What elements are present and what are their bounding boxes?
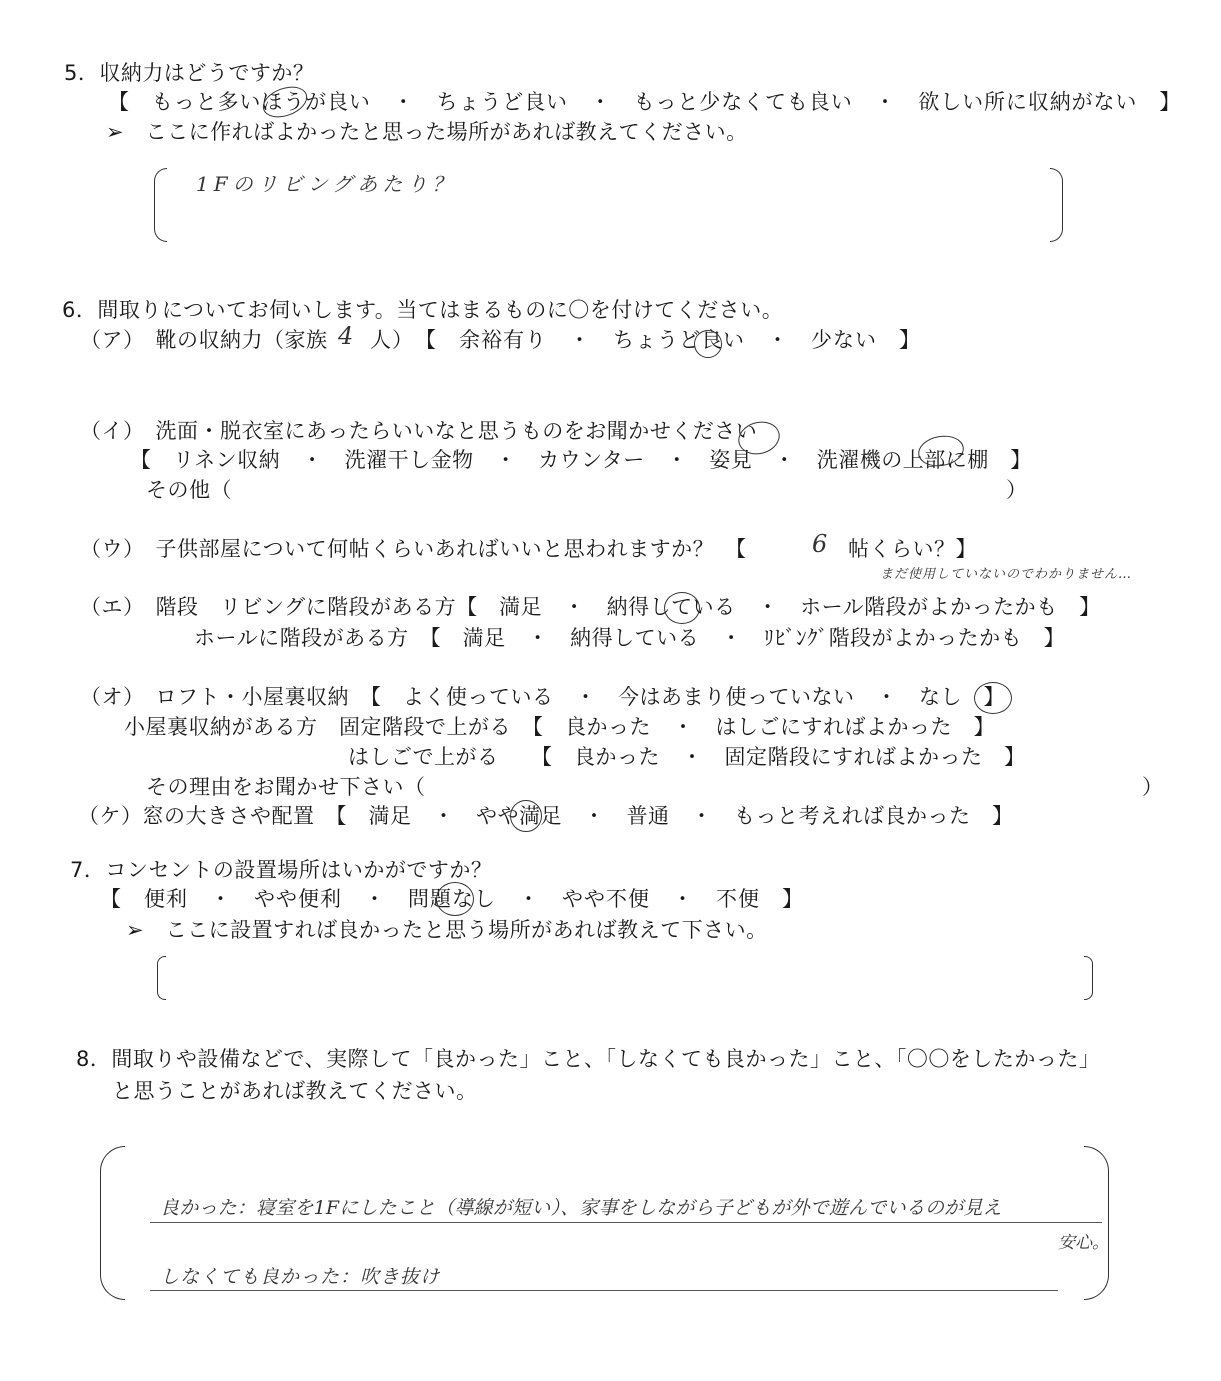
q6-a-family-count: 4: [338, 322, 354, 350]
q8-answer-line-1: [150, 1222, 1102, 1223]
q6-ke-label: （ケ）窓の大きさや配置 【 満足 ・ やや満足 ・ 普通 ・ もっと考えれば良かった 】: [78, 804, 1014, 828]
q6-a-label: （ア） 靴の収納力（家族: [80, 328, 328, 352]
q7-selected-circle: [436, 882, 474, 916]
q6-e-selected-circle: [664, 592, 700, 624]
q6-e-line2: ホールに階段がある方 【 満足 ・ 納得している ・ ﾘﾋﾞﾝｸﾞ階段がよかったかも 】: [194, 626, 1066, 650]
q6-u-label: （ウ） 子供部屋について何帖くらいあればいいと思われますか？ 【: [80, 537, 747, 561]
q8-handwritten-answer-2: しなくても良かった：吹き抜け: [160, 1266, 441, 1288]
q5-answer-bracket-left: [154, 168, 167, 242]
q6-o-line3: はしごで上がる 【 良かった ・ 固定階段にすればよかった 】: [348, 745, 1026, 769]
q8-title-line2: と思うことがあれば教えてください。: [112, 1079, 478, 1103]
q6-o-label: （オ） ロフト・小屋裏収納 【 よく使っている ・ 今はあまり使っていない ・ なし 】: [80, 685, 1005, 709]
q8-answer-line-2: [150, 1290, 1058, 1291]
q6-i-options: 【 リネン収納 ・ 洗濯干し金物 ・ カウンター ・ 姿見 ・ 洗濯機の上部に棚 】: [130, 448, 1032, 472]
q6-e-label: （エ） 階段 リビングに階段がある方【 満足 ・ 納得している ・ ホール階段がよかったかも 】: [80, 595, 1101, 619]
q7-answer-bracket-right: [1084, 956, 1093, 1000]
q6-o-reason-open: その理由をお聞かせ下さい（: [146, 775, 426, 799]
q8-answer-bracket-right: [1084, 1146, 1109, 1300]
q5-prompt: ➢ ここに作ればよかったと思った場所があれば教えてください。: [106, 120, 748, 144]
q6-o-selected-circle: [974, 682, 1012, 714]
q6-ke-selected-circle: [510, 800, 542, 832]
q5-selected-circle: [259, 81, 312, 123]
q6-title: 6．間取りについてお伺いします。当てはまるものに〇を付けてください。: [62, 298, 784, 322]
q5-answer-bracket-right: [1050, 168, 1063, 242]
q5-handwritten-answer: 1Fのリビングあたり？: [196, 172, 458, 196]
q6-a-selected-circle: [694, 330, 722, 358]
q8-answer-bracket-left: [100, 1146, 125, 1300]
q6-o-reason-close: ）: [1142, 775, 1164, 799]
q6-o-line2: 小屋裏収納がある方 固定階段で上がる 【 良かった ・ はしごにすればよかった 】: [124, 715, 995, 739]
q7-answer-bracket-left: [157, 956, 166, 1000]
q6-u-rest: 帖くらい？】: [848, 537, 977, 561]
q6-e-handwritten-note: まだ使用していないのでわかりません…: [880, 567, 1133, 582]
q8-handwritten-answer-1: 良かった：寝室を1Fにしたこと（導線が短い）、家事をしながら子どもが外で遊んでいるのが見え: [160, 1197, 1002, 1219]
q7-options: 【 便利 ・ やや便利 ・ 問題なし ・ やや不便 ・ 不便 】: [100, 887, 804, 911]
q6-i-label: （イ） 洗面・脱衣室にあったらいいなと思うものをお聞かせください: [80, 419, 758, 443]
q6-a-rest: 人） 【 余裕有り ・ ちょうど良い ・ 少ない 】: [370, 328, 921, 352]
q8-title: 8．間取りや設備などで、実際して「良かった」こと、「しなくても良かった」こと、「〇〇をしたかった」: [76, 1047, 1101, 1071]
q5-options: 【 もっと多いほうが良い ・ ちょうど良い ・ もっと少なくても良い ・ 欲しい所に収納がない 】: [108, 90, 1182, 114]
q7-title: 7．コンセントの設置場所はいかがですか？: [70, 858, 493, 882]
q6-i-other-open: その他（: [146, 478, 232, 502]
q5-title: 5．収納力はどうですか？: [64, 61, 315, 85]
q7-prompt: ➢ ここに設置すれば良かったと思う場所があれば教えて下さい。: [126, 918, 768, 942]
q6-u-answer: 6: [812, 530, 828, 558]
q8-handwritten-answer-1-cont: 安心。: [1058, 1233, 1109, 1253]
q6-i-other-close: ）: [1006, 478, 1028, 502]
